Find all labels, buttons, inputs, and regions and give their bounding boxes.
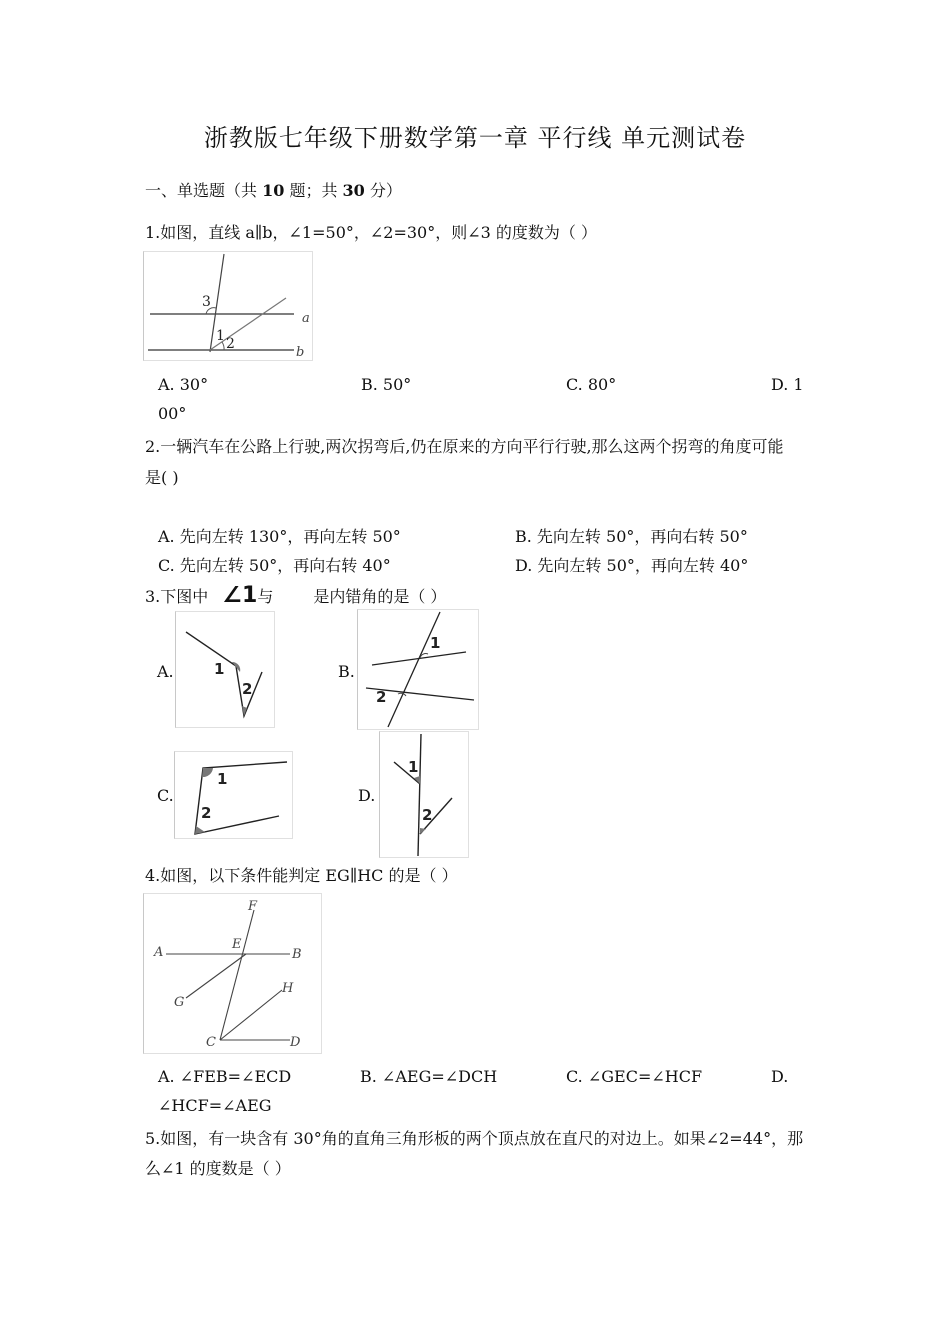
q1-option-d-cont: 00° (158, 404, 187, 423)
q1-label-a: a (302, 311, 310, 326)
q3-figure-d (379, 731, 469, 858)
q1-label-1: 1 (216, 328, 225, 344)
q4-label-g: G (174, 995, 185, 1010)
q1-label-2: 2 (226, 336, 235, 352)
q3b-label-1: 1 (430, 634, 441, 652)
q5-stem-line2: 么∠1 的度数是（ ） (145, 1159, 291, 1178)
q4-label-c: C (206, 1035, 216, 1050)
section-points: 30 (342, 181, 365, 200)
q4-label-a: A (154, 945, 164, 960)
q3-stem (145, 583, 446, 608)
q1-option-a[interactable]: A. 30° (158, 375, 209, 394)
q3-option-d[interactable]: D. (358, 786, 376, 805)
q3c-label-2: 2 (201, 804, 212, 822)
q3a-label-2: 2 (242, 680, 253, 698)
q1-stem: 1.如图，直线 a∥b，∠1=50°，∠2=30°，则∠3 的度数为（ ） (145, 223, 597, 242)
q3-figure-b (357, 609, 479, 730)
q5-stem-line1: 5.如图，有一块含有 30°角的直角三角形板的两个顶点放在直尺的对边上。如果∠2=44°，那 (145, 1129, 804, 1148)
section-count: 10 (262, 181, 285, 200)
q3b-label-2: 2 (376, 688, 387, 706)
q1-figure (143, 251, 313, 361)
q1-option-b[interactable]: B. 50° (361, 375, 412, 394)
q3d-label-2: 2 (422, 806, 433, 824)
q3-option-a[interactable]: A. (157, 662, 174, 681)
q4-option-a[interactable]: A. ∠FEB=∠ECD (158, 1067, 292, 1086)
q2-stem-line1: 2.一辆汽车在公路上行驶,两次拐弯后,仍在原来的方向平行行驶,那么这两个拐弯的角度可能 (145, 437, 784, 456)
q2-option-c[interactable]: C. 先向左转 50°，再向右转 40° (158, 556, 391, 575)
q3-stem-pre: 3.下图中 (145, 587, 209, 606)
q4-stem: 4.如图，以下条件能判定 EG∥HC 的是（ ） (145, 866, 458, 885)
q3-stem-mid: 与 (257, 587, 274, 606)
section-prefix: 一、单选题（共 (145, 181, 263, 200)
section-mid: 题；共 (284, 181, 343, 200)
q3c-label-1: 1 (217, 770, 228, 788)
q1-option-c[interactable]: C. 80° (566, 375, 617, 394)
q4-option-d[interactable]: D. (771, 1067, 789, 1086)
q4-label-f: F (248, 899, 258, 914)
q1-label-b: b (296, 345, 305, 360)
page-title: 浙教版七年级下册数学第一章 平行线 单元测试卷 (203, 124, 747, 152)
q3-figure-c (174, 751, 293, 839)
q3-option-b[interactable]: B. (338, 662, 355, 681)
q2-option-d[interactable]: D. 先向左转 50°，再向左转 40° (515, 556, 749, 575)
q3a-label-1: 1 (214, 660, 225, 678)
q2-option-b[interactable]: B. 先向左转 50°，再向右转 50° (515, 527, 748, 546)
section-header (145, 178, 402, 201)
q2-option-a[interactable]: A. 先向左转 130°，再向左转 50° (158, 527, 401, 546)
q3-figure-a (175, 611, 275, 728)
section-suffix: 分） (364, 181, 402, 200)
q1-label-3: 3 (202, 294, 211, 310)
q4-option-c[interactable]: C. ∠GEC=∠HCF (566, 1067, 703, 1086)
q2-stem-line2: 是( ) (145, 468, 179, 487)
q4-option-d-cont: ∠HCF=∠AEG (158, 1096, 272, 1115)
q4-figure (143, 893, 322, 1054)
q3-option-c[interactable]: C. (157, 786, 174, 805)
q3-stem-post: 是内错角的是（ ） (313, 587, 447, 606)
q4-option-b[interactable]: B. ∠AEG=∠DCH (360, 1067, 498, 1086)
q1-option-d[interactable]: D. 1 (771, 375, 804, 394)
q4-label-e: E (232, 937, 242, 952)
q4-label-d: D (290, 1035, 301, 1050)
q4-label-h: H (282, 981, 294, 996)
q3d-label-1: 1 (408, 758, 419, 776)
q4-label-b: B (292, 947, 302, 962)
q3-angle-symbol: ∠1 (222, 583, 258, 608)
